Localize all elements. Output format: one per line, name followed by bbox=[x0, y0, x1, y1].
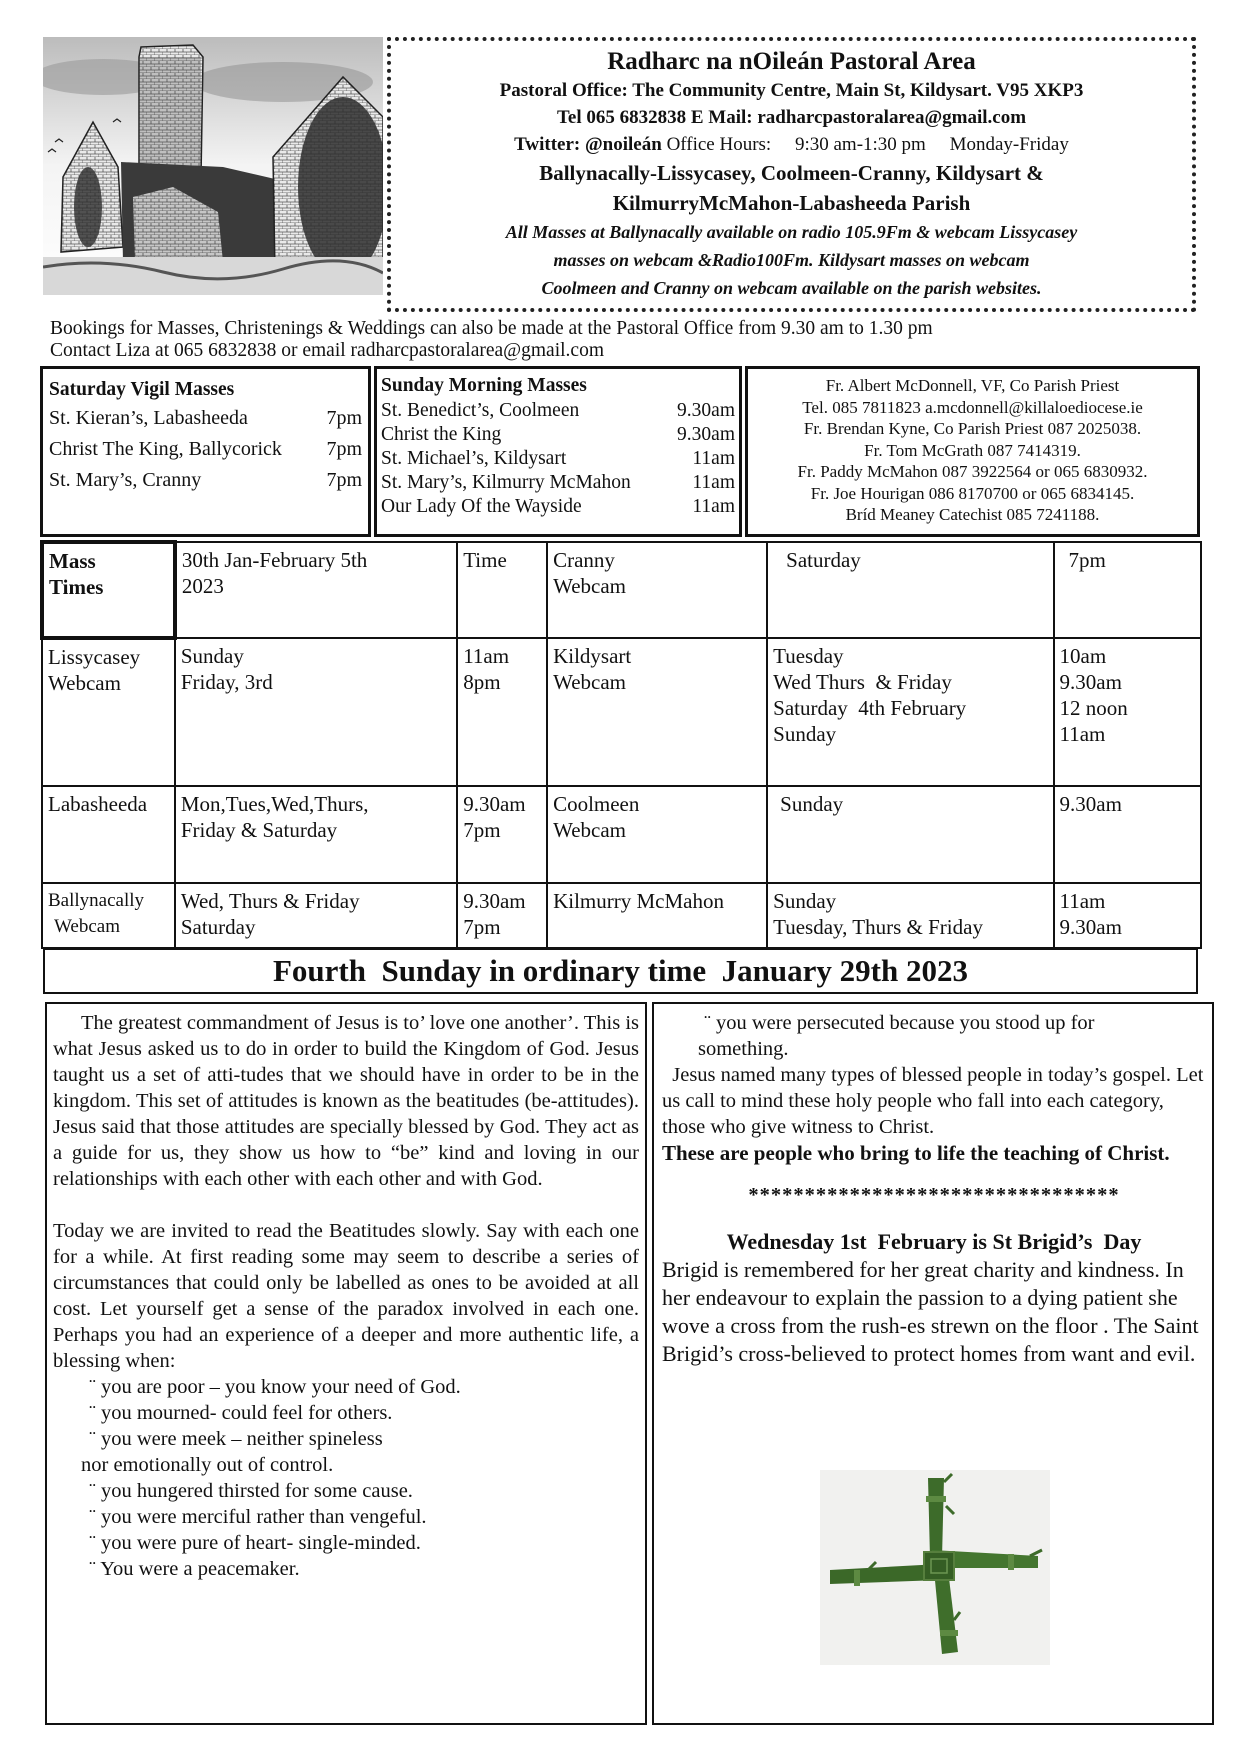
times-cell bbox=[1054, 786, 1201, 883]
day-text: Saturday bbox=[786, 548, 861, 572]
day-text: Sunday bbox=[773, 889, 837, 913]
bookings-line: Bookings for Masses, Christenings & Weddings can also be made at the Pastoral Office from 9.30 am to 1.30 pm bbox=[50, 318, 933, 339]
beatitude-item: ¨ you hungered thirsted for some cause. bbox=[89, 1480, 413, 1502]
beatitude-item: ¨ you were pure of heart- single-minded. bbox=[89, 1532, 421, 1554]
time-text: 11am bbox=[463, 644, 510, 668]
parishes-line-2: KilmurryMcMahon-Labasheeda Parish bbox=[612, 191, 971, 215]
location-cell bbox=[547, 883, 767, 948]
day-text: Sunday bbox=[180, 644, 244, 668]
twitter-office-hours-line bbox=[391, 131, 1192, 158]
times-cell bbox=[457, 638, 547, 786]
church-name: St. Kieran’s, Labasheeda bbox=[49, 407, 248, 429]
mass-time: 7pm bbox=[326, 469, 362, 491]
location-cell bbox=[42, 786, 175, 883]
location-text: Webcam bbox=[553, 574, 626, 598]
contact-liza-line: Contact Liza at 065 6832838 or email radharcpastoralarea@gmail.com bbox=[50, 340, 604, 361]
location-text: Lissycasey bbox=[48, 645, 141, 669]
beatitude-continuation: nor emotionally out of control. bbox=[81, 1454, 334, 1476]
time-text: 7pm bbox=[463, 818, 501, 842]
church-name: Christ the King bbox=[381, 424, 502, 445]
days-cell bbox=[767, 786, 1053, 883]
location-cell bbox=[547, 542, 767, 638]
day-text: Sunday bbox=[773, 722, 837, 746]
table-row bbox=[42, 638, 1201, 786]
day-text: Wed, Thurs & Friday bbox=[180, 889, 360, 913]
twitter-handle[interactable]: Twitter: @noileán bbox=[514, 134, 662, 155]
st-brigids-cross-photo bbox=[820, 1470, 1050, 1665]
location-cell bbox=[42, 883, 175, 948]
church-name: St. Mary’s, Kilmurry McMahon bbox=[381, 472, 631, 493]
clergy-line: Fr. Paddy McMahon 087 3922564 or 065 6830932. bbox=[797, 462, 1148, 481]
days-cell bbox=[767, 638, 1053, 786]
mass-time: 7pm bbox=[326, 438, 362, 460]
article-paragraph: Today we are invited to read the Beatitudes slowly. Say with each one for a while. At first reading some may seem to describe a series of circumstances that could only be labelled as ones to be avoided at all cost. Let yourself get a sense of the paradox involved in each one. Perhaps you had an experience of a deeper and more authentic life, a blessing when: bbox=[53, 1220, 639, 1372]
time-text: 7pm bbox=[463, 915, 501, 939]
clergy-contacts-box bbox=[745, 366, 1200, 537]
day-text: Sunday bbox=[780, 792, 844, 816]
day-text: Mon,Tues,Wed,Thurs, bbox=[180, 792, 369, 816]
header-text: Mass bbox=[49, 549, 96, 573]
mass-time: 9.30am bbox=[677, 400, 735, 421]
beatitude-item: ¨ you were merciful rather than vengeful. bbox=[89, 1506, 427, 1528]
st-brigid-text: Brigid is remembered for her great charity and kindness. In her endeavour to explain the passion to a dying patient she wove a cross from the rush-es strewn on the floor . The Saint Brigid’s cross-believed to protect homes from want and evil. bbox=[662, 1257, 1199, 1366]
location-text: Ballynacally bbox=[48, 890, 145, 911]
broadcast-line-3: Coolmeen and Cranny on webcam available on the parish websites. bbox=[541, 278, 1042, 298]
days-cell bbox=[175, 883, 457, 948]
church-name: Our Lady Of the Wayside bbox=[381, 496, 582, 517]
day-text: Tuesday, Thurs & Friday bbox=[773, 915, 983, 939]
location-text: Webcam bbox=[48, 671, 121, 695]
mass-time: 11am bbox=[692, 472, 735, 493]
location-text: Webcam bbox=[553, 818, 626, 842]
times-cell bbox=[457, 786, 547, 883]
beatitude-item: ¨ you are poor – you know your need of God. bbox=[89, 1376, 461, 1398]
days-cell bbox=[767, 542, 1053, 638]
broadcast-line-2: masses on webcam &Radio100Fm. Kildysart masses on webcam bbox=[553, 250, 1030, 270]
time-text: 9.30am bbox=[1059, 670, 1122, 694]
right-article-column bbox=[652, 1002, 1214, 1725]
location-cell bbox=[547, 786, 767, 883]
date-range-cell bbox=[175, 542, 457, 638]
table-row bbox=[42, 786, 1201, 883]
time-header-cell: Time bbox=[457, 542, 547, 638]
location-text: Cranny bbox=[553, 548, 615, 572]
mass-time: 11am bbox=[692, 496, 735, 517]
time-text: 9.30am bbox=[1059, 915, 1122, 939]
location-cell bbox=[547, 638, 767, 786]
beatitude-item: ¨ You were a peacemaker. bbox=[89, 1558, 300, 1580]
clergy-line: Fr. Albert McDonnell, VF, Co Parish Priest bbox=[825, 376, 1120, 395]
mass-time: 9.30am bbox=[677, 424, 735, 445]
time-text: 9.30am bbox=[463, 792, 526, 816]
table-row bbox=[42, 883, 1201, 948]
location-text: Webcam bbox=[54, 916, 120, 937]
sunday-mass-item bbox=[381, 447, 735, 471]
clergy-line: Tel. 085 7811823 a.mcdonnell@killaloediocese.ie bbox=[802, 397, 1143, 417]
day-text: Saturday bbox=[180, 915, 256, 939]
location-text: Coolmeen bbox=[553, 792, 640, 816]
day-text: Wed Thurs & Friday bbox=[773, 670, 952, 694]
left-article-column bbox=[45, 1002, 647, 1725]
sunday-mass-item bbox=[381, 423, 735, 447]
clergy-line: Fr. Joe Hourigan 086 8170700 or 065 6834145. bbox=[810, 483, 1135, 503]
beatitude-item: ¨ you were persecuted because you stood up for bbox=[704, 1012, 1095, 1034]
sunday-title-banner: Fourth Sunday in ordinary time January 29th 2023 bbox=[43, 948, 1198, 994]
days-cell bbox=[175, 786, 457, 883]
time-text: 10am bbox=[1059, 644, 1107, 668]
section-divider-stars: ********************************* bbox=[748, 1184, 1120, 1206]
times-cell bbox=[1054, 638, 1201, 786]
date-range-year: 2023 bbox=[181, 574, 224, 598]
sunday-mass-item bbox=[381, 471, 735, 495]
sunday-mass-item bbox=[381, 495, 735, 519]
location-cell bbox=[42, 638, 175, 786]
clergy-line: Bríd Meaney Catechist 085 7241188. bbox=[845, 505, 1100, 524]
pastoral-area-title: Radharc na nOileán Pastoral Area bbox=[607, 48, 976, 75]
day-text: Tuesday bbox=[773, 644, 844, 668]
article-paragraph: The greatest commandment of Jesus is to’ love one another’. This is what Jesus asked us to do in order to build the Kingdom of God. Jesus taught us a set of atti-tudes that we should have in order to be in the kingdom. This set of attitudes is known as the beatitudes (be-attitudes). Jesus said that those attitudes are specially blessed by God. They act as a guide for us, they show us how to “be” kind and loving in our relationships with each other with each other and with God. bbox=[53, 1012, 639, 1190]
day-text: Saturday 4th February bbox=[773, 696, 967, 720]
saturday-vigil-masses-box bbox=[40, 366, 371, 537]
times-cell bbox=[1054, 542, 1201, 638]
times-cell bbox=[1054, 883, 1201, 948]
time-text: 7pm bbox=[1068, 548, 1106, 572]
time-text: 11am bbox=[1059, 722, 1106, 746]
mass-time: 11am bbox=[692, 448, 735, 469]
location-text: Webcam bbox=[553, 670, 626, 694]
contact-line: Tel 065 6832838 E Mail: radharcpastoralarea@gmail.com bbox=[556, 107, 1027, 128]
day-text: Friday & Saturday bbox=[180, 818, 338, 842]
time-text: 11am bbox=[1059, 889, 1106, 913]
beatitude-item: ¨ you were meek – neither spineless bbox=[89, 1428, 383, 1450]
church-name: St. Michael’s, Kildysart bbox=[381, 448, 567, 469]
time-text: 8pm bbox=[463, 670, 501, 694]
church-name: St. Benedict’s, Coolmeen bbox=[381, 400, 580, 421]
sunday-morning-heading: Sunday Morning Masses bbox=[381, 375, 587, 396]
office-hours: Office Hours: 9:30 am-1:30 pm Monday-Friday bbox=[661, 134, 1069, 155]
time-text: 12 noon bbox=[1059, 696, 1128, 720]
vigil-mass-item bbox=[49, 434, 362, 465]
times-cell bbox=[457, 883, 547, 948]
clergy-line: Fr. Brendan Kyne, Co Parish Priest 087 2025038. bbox=[803, 419, 1142, 438]
st-brigid-heading: Wednesday 1st February is St Brigid’s Day bbox=[726, 1229, 1142, 1254]
mass-times-table bbox=[40, 540, 1202, 949]
beatitude-item: ¨ you mourned- could feel for others. bbox=[89, 1402, 393, 1424]
broadcast-line-1: All Masses at Ballynacally available on radio 105.9Fm & webcam Lissycasey bbox=[505, 222, 1078, 242]
vigil-mass-item bbox=[49, 403, 362, 434]
saturday-vigil-heading: Saturday Vigil Masses bbox=[49, 379, 235, 400]
bookings-info bbox=[50, 318, 1200, 362]
table-header-row bbox=[42, 542, 1201, 638]
sunday-mass-item bbox=[381, 399, 735, 423]
vigil-mass-item bbox=[49, 465, 362, 496]
mass-time: 7pm bbox=[326, 407, 362, 429]
beatitude-continuation: something. bbox=[698, 1038, 789, 1060]
pastoral-area-header-box bbox=[387, 37, 1196, 312]
sunday-morning-masses-box bbox=[374, 366, 742, 537]
time-text: 9.30am bbox=[463, 889, 526, 913]
parishes-line-1: Ballynacally-Lissycasey, Coolmeen-Cranny, Kildysart & bbox=[539, 161, 1044, 185]
time-text: 9.30am bbox=[1059, 792, 1122, 816]
pastoral-office-address: Pastoral Office: The Community Centre, Main St, Kildysart. V95 XKP3 bbox=[499, 80, 1084, 101]
bold-statement: These are people who bring to life the teaching of Christ. bbox=[662, 1141, 1170, 1165]
day-text: Friday, 3rd bbox=[180, 670, 273, 694]
location-text: Kildysart bbox=[553, 644, 632, 668]
days-cell bbox=[767, 883, 1053, 948]
article-paragraph: Jesus named many types of blessed people in today’s gospel. Let us call to mind these holy people who fall into each category, those who give witness to Christ. bbox=[662, 1064, 1209, 1138]
date-range-text: 30th Jan-February 5th bbox=[181, 548, 368, 572]
header-text: Times bbox=[49, 575, 104, 599]
days-cell bbox=[175, 638, 457, 786]
location-text: Kilmurry McMahon bbox=[553, 889, 724, 913]
church-name: Christ The King, Ballycorick bbox=[49, 438, 282, 460]
church-ruins-illustration bbox=[43, 37, 383, 295]
location-text: Labasheeda bbox=[48, 792, 148, 816]
clergy-line: Fr. Tom McGrath 087 7414319. bbox=[864, 440, 1081, 460]
church-name: St. Mary’s, Cranny bbox=[49, 469, 202, 491]
mass-times-label bbox=[42, 542, 175, 638]
